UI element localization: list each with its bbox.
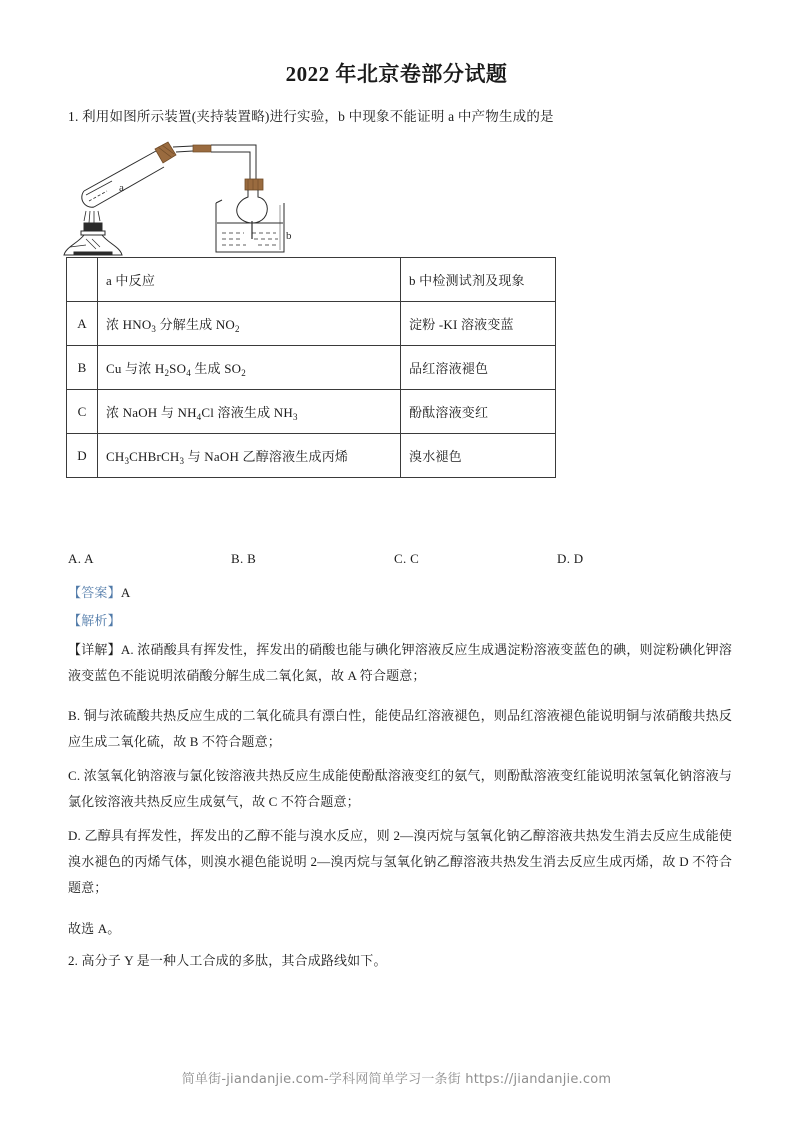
row-reagent-a: 淀粉 -KI 溶液变蓝 bbox=[401, 302, 556, 346]
row-key-a: A bbox=[67, 302, 98, 346]
table-header-key bbox=[67, 258, 98, 302]
row-key-b: B bbox=[67, 346, 98, 390]
options-table bbox=[66, 257, 556, 478]
row-reaction-c: 浓 NaOH 与 $NH_4Cl$ 溶液生成 $NH_3$ bbox=[98, 390, 401, 434]
choice-row bbox=[68, 551, 728, 567]
row-reaction-a: 浓 $HNO_3$ 分解生成 $NO_2$ bbox=[98, 302, 401, 346]
table-row bbox=[67, 346, 556, 390]
detail-tag: 【详解】 bbox=[68, 642, 121, 657]
apparatus-svg bbox=[56, 131, 292, 256]
apparatus-figure bbox=[56, 131, 292, 256]
row-reagent-d: 溴水褪色 bbox=[401, 434, 556, 478]
stopper-icon-b bbox=[245, 179, 263, 190]
page-footer: 简单街-jiandanjie.com-学科网简单学习一条街 https://jiandanjie.com bbox=[181, 1072, 612, 1087]
figure-label-b: b bbox=[286, 230, 292, 242]
table-row bbox=[67, 390, 556, 434]
table-header-reagent: b 中检测试剂及现象 bbox=[401, 258, 556, 302]
choice-c[interactable]: C. C bbox=[394, 551, 420, 566]
explanation-b: B. 铜与浓硫酸共热反应生成的二氧化硫具有漂白性，能使品红溶液褪色，则品红溶液褪色能说明铜与浓硝酸共热反应生成二氧化硫，故 B 不符合题意； bbox=[68, 708, 732, 749]
analysis-tag: 【解析】 bbox=[68, 613, 121, 628]
page-title: 2022 年北京卷部分试题 bbox=[285, 62, 508, 86]
analysis-line bbox=[68, 610, 121, 629]
row-reagent-b: 品红溶液褪色 bbox=[401, 346, 556, 390]
figure-label-a: a bbox=[119, 182, 124, 194]
table-row bbox=[67, 302, 556, 346]
question-2-stem: 2. 高分子 Y 是一种人工合成的多肽，其合成路线如下。 bbox=[68, 953, 387, 968]
choice-a[interactable]: A. A bbox=[68, 551, 94, 566]
choice-b[interactable]: B. B bbox=[231, 551, 257, 566]
question-1-stem: 1. 利用如图所示装置(夹持装置略)进行实验，b 中现象不能证明 a 中产物生成的是 bbox=[68, 109, 554, 124]
options-table-body bbox=[67, 258, 556, 478]
row-reagent-c: 酚酞溶液变红 bbox=[401, 390, 556, 434]
row-key-d: D bbox=[67, 434, 98, 478]
explanation-a-text: A. 浓硝酸具有挥发性，挥发出的硝酸也能与碘化钾溶液反应生成遇淀粉溶液变蓝色的碘，则淀粉碘化钾溶液变蓝色不能说明浓硝酸分解生成二氧化氮，故 A 符合题意； bbox=[68, 642, 732, 683]
table-row bbox=[67, 434, 556, 478]
row-key-c: C bbox=[67, 390, 98, 434]
table-header-reaction: a 中反应 bbox=[98, 258, 401, 302]
answer-tag: 【答案】 bbox=[68, 585, 121, 600]
row-reaction-d: $CH_3CHBrCH_3$ 与 NaOH 乙醇溶液生成丙烯 bbox=[98, 434, 401, 478]
analysis-conclusion: 故选 A。 bbox=[68, 921, 121, 936]
explanation-c: C. 浓氢氧化钠溶液与氯化铵溶液共热反应生成能使酚酞溶液变红的氨气，则酚酞溶液变红能说明浓氢氧化钠溶液与氯化铵溶液共热反应生成氨气，故 C 不符合题意； bbox=[68, 768, 732, 809]
explanation-a bbox=[68, 637, 732, 689]
row-reaction-b: Cu 与浓 $H_2SO_4$ 生成 $SO_2$ bbox=[98, 346, 401, 390]
explanation-d: D. 乙醇具有挥发性，挥发出的乙醇不能与溴水反应，则 2—溴丙烷与氢氧化钠乙醇溶液共热发生消去反应生成能使溴水褪色的丙烯气体，则溴水褪色能说明 2—溴丙烷与氢氧化钠乙醇溶液共热发生消去反应生成丙烯，故 D 不符合题意； bbox=[68, 828, 732, 895]
answer-line bbox=[68, 582, 130, 601]
stopper-icon-a bbox=[155, 142, 176, 163]
table-header-row bbox=[67, 258, 556, 302]
choice-d[interactable]: D. D bbox=[557, 551, 584, 566]
answer-value: A bbox=[120, 585, 131, 600]
